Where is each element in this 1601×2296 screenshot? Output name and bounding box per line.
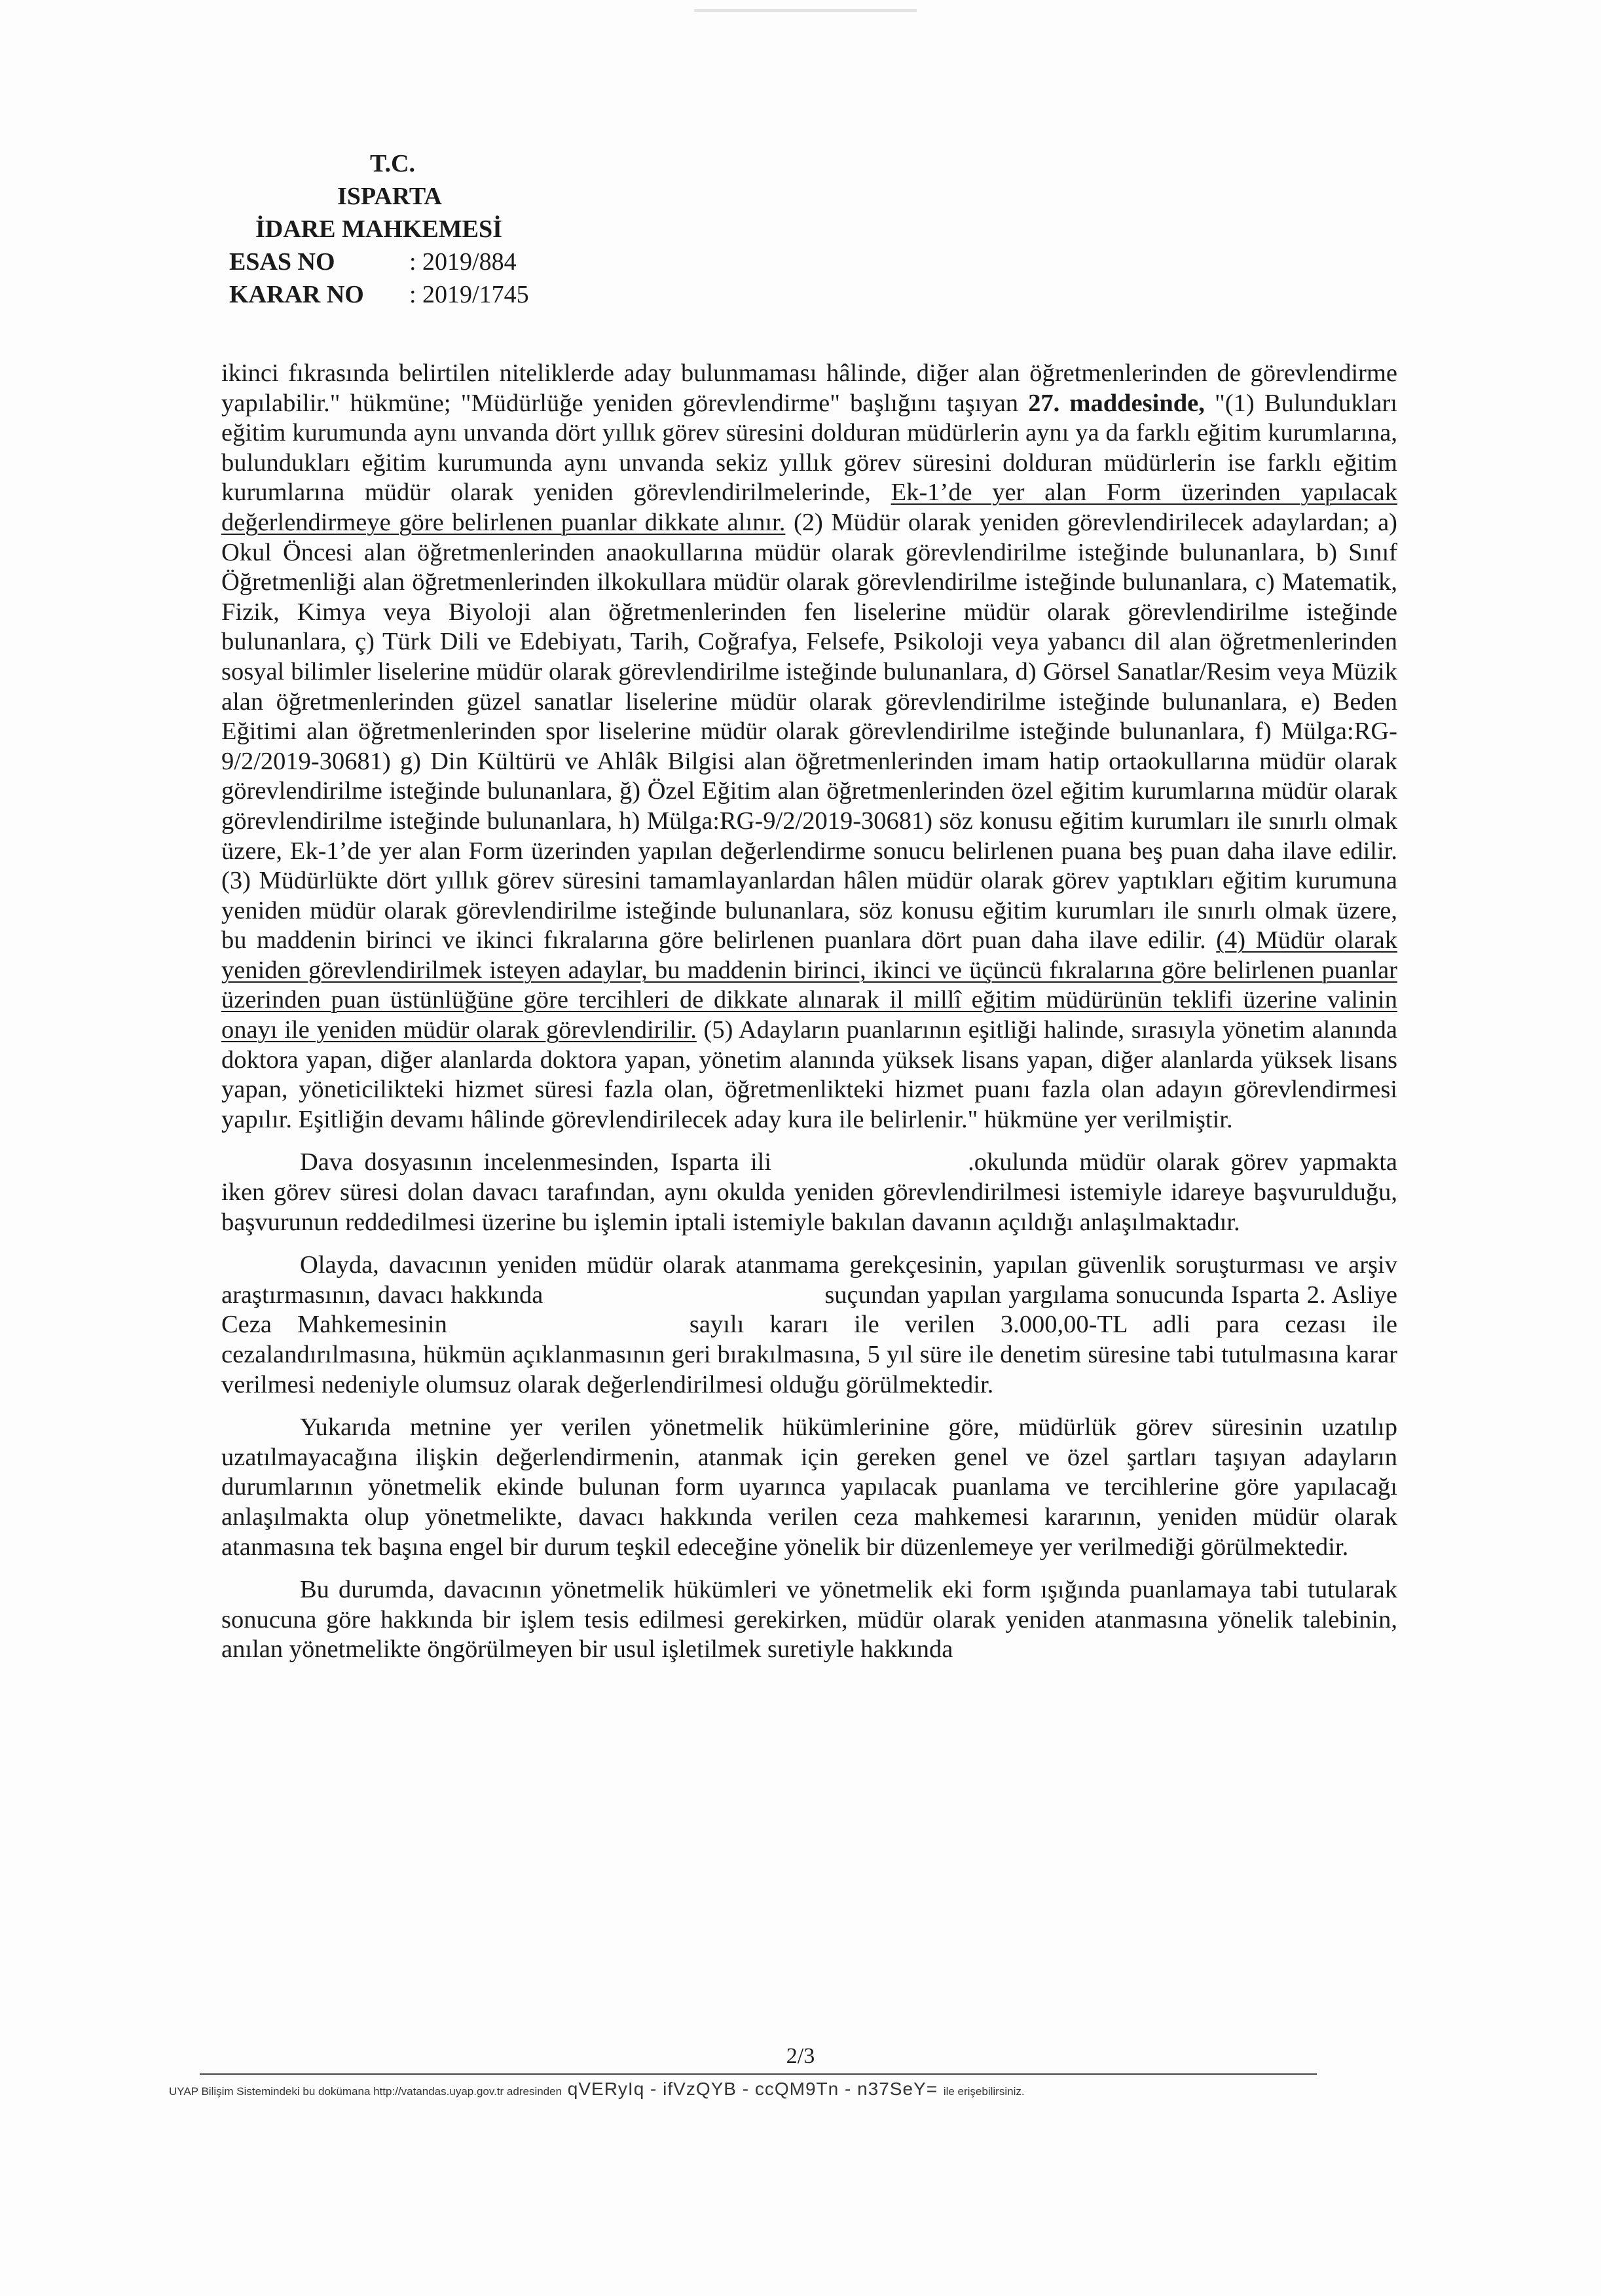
uyap-footer xyxy=(169,2079,1341,2100)
footer-divider xyxy=(200,2073,1317,2075)
text-segment: (2) Müdür olarak yeniden görevlendirilecek adaylardan; a) Okul Öncesi alan öğretmenlerinden anaokullarına müdür olarak görevlendirilme isteğinde bulunanlara, b) Sınıf Öğretmenliği alan öğretmenlerinden ilkokullara müdür olarak görevlendirilme isteğinde bulunanlara, c) Matematik, Fizik, Kimya veya Biyoloji alan öğretmenlerinden fen liselerine müdür olarak görevlendirilme isteğinde bulunanlara, ç) Türk Dili ve Edebiyatı, Tarih, Coğrafya, Felsefe, Psikoloji veya yabancı dil alan öğretmenlerinden sosyal bilimler liselerine müdür olarak görevlendirilme isteğinde bulunanlara, d) Görsel Sanatlar/Resim veya Müzik alan öğretmenlerinden güzel sanatlar liselerine müdür olarak görevlendirilme isteğinde bulunanlara, e) Beden Eğitimi alan öğretmenlerinden spor liselerine müdür olarak görevlendirilme isteğinde bulunanlara, f) Mülga:RG-9/2/2019-30681) g) Din Kültürü ve Ahlâk Bilgisi alan öğretmenlerinden imam hatip ortaokullarına müdür olarak görevlendirilme isteğinde bulunanlara, ğ) Özel Eğitim alan öğretmenlerinden özel eğitim kurumlarına müdür olarak görevlendirilme isteğinde bulunanlara, h) Mülga:RG-9/2/2019-30681) söz konusu eğitim kurumları ile sınırlı olmak üzere, Ek-1’de yer alan Form üzerinden yapılan değerlendirme sonucu belirlenen puana beş puan daha ilave edilir. (3) Müdürlükte dört yıllık görev süresini tamamlayanlardan hâlen müdür olarak görev yaptıkları eğitim kurumuna yeniden müdür olarak görevlendirilme isteğinde bulunanlara, söz konusu eğitim kurumları ile sınırlı olmak üzere, bu maddenin birinci ve ikinci fıkralarına göre belirlenen puanlara dört puan daha ilave edilir. xyxy=(221,508,1397,955)
underlined-text: (4) Müdür olarak yeniden görevlendirilmek isteyen adaylar, bu maddenin birinci, ikinci ve üçüncü fıkralarına göre belirlenen puanlar üzerinden puan üstünlüğüne göre tercihleri de dikkate alınarak il millî eğitim müdürünün teklifi üzerine valinin onayı ile yeniden müdür olarak görevlendirilir. xyxy=(221,926,1397,1044)
paragraph-incident xyxy=(221,1250,1397,1400)
esas-no-label: ESAS NO xyxy=(229,248,335,276)
scan-artifact xyxy=(694,9,917,12)
article-reference: 27. maddesinde, xyxy=(1028,389,1205,417)
esas-no-value: : 2019/884 xyxy=(409,248,517,276)
text-segment: Dava dosyasının incelenmesinden, Isparta ili xyxy=(300,1148,772,1176)
header-city: ISPARTA xyxy=(337,183,442,210)
document-header xyxy=(229,147,688,311)
esas-no-row xyxy=(229,246,688,278)
verification-code: qVERyIq - ifVzQYB - ccQM9Tn - n37SeY= xyxy=(567,2079,938,2099)
text-segment: sayılı kararı ile verilen 3.000,00-TL adli para cezası ile cezalandırılmasına, hükmün açıklanmasının geri bırakılmasına, 5 yıl süre ile denetim süresine tabi tutulmasına karar verilmesi nedeniyle olumsuz olarak değerlendirilmesi olduğu görülmektedir. xyxy=(221,1311,1398,1398)
header-court: İDARE MAHKEMESİ xyxy=(255,215,502,243)
karar-no-label: KARAR NO xyxy=(229,281,364,308)
text-segment: .okulunda müdür olarak görev yapmakta iken görev süresi dolan davacı tarafından, aynı okulda yeniden görevlendirilmesi istemiyle idareye başvurulduğu, başvurunun reddedilmesi üzerine bu işlemin iptali istemiyle bakılan davanın açıldığı anlaşılmaktadır. xyxy=(221,1148,1397,1236)
karar-no-row xyxy=(229,278,688,311)
page-number: 2/3 xyxy=(786,2044,815,2068)
paragraph-evaluation: Yukarıda metnine yer verilen yönetmelik hükümlerinine göre, müdürlük görev süresinin uzatılıp uzatılmayacağına ilişkin değerlendirmenin, atanmak için gereken genel ve özel şartları taşıyan adayların durumlarının yönetmelik ekinde bulunan form uyarınca yapılacak puanlama ve tercihlerine göre yapılacağı anlaşılmakta olup yönetmelikte, davacı hakkında verilen ceza mahkemesi kararının, yeniden müdür olarak atanmasına tek başına engel bir durum teşkil edeceğine yönelik bir düzenlemeye yer verilmediği görülmektedir. xyxy=(221,1413,1397,1561)
footer-suffix: ile erişebilirsiniz. xyxy=(943,2085,1025,2098)
text-segment: (5) Adayların puanlarının eşitliği halinde, sırasıyla yönetim alanında doktora yapan, diğer alanlarda doktora yapan, yönetim alanında yüksek lisans yapan, diğer alanlarda yüksek lisans yapan, yöneticilikteki hizmet süresi fazla olan, öğretmenlikteki hizmet puanı fazla olan adayın görevlendirmesi yapılır. Eşitliğin devamı hâlinde görevlendirilecek aday kura ile belirlenir." hükmüne yer verilmiştir. xyxy=(221,1016,1397,1133)
text-segment: ikinci fıkrasında belirtilen niteliklerde aday bulunmaması hâlinde, diğer alan öğretmenlerinden de görevlendirme yapılabilir." hükmüne; "Müdürlüğe yeniden görevlendirme" başlığını taşıyan xyxy=(221,359,1397,417)
paragraph-conclusion: Bu durumda, davacının yönetmelik hükümleri ve yönetmelik eki form ışığında puanlamaya tabi tutularak sonucuna göre hakkında bir işlem tesis edilmesi gerekirken, müdür olarak yeniden atanmasına yönelik talebinin, anılan yönetmelikte öngörülmeyen bir usul işletilmek suretiyle hakkında xyxy=(221,1576,1397,1664)
document-body xyxy=(221,359,1397,1665)
paragraph-case-file xyxy=(221,1148,1397,1237)
karar-no-value: : 2019/1745 xyxy=(409,281,529,308)
text-segment: Olayda, davacının yeniden müdür olarak atanmama gerekçesinin, yapılan güvenlik soruşturması ve arşiv araştırmasının, davacı hakkında xyxy=(221,1251,1397,1309)
text-segment: suçundan yapılan yargılama sonucunda Isparta 2. Asliye Ceza Mahkemesinin xyxy=(221,1281,1397,1339)
underlined-text: Ek-1’de yer alan Form üzerinden yapılacak değerlendirmeye göre belirlenen puanlar dikkate alınır. xyxy=(221,479,1397,536)
text-segment: "(1) Bulundukları eğitim kurumunda aynı unvanda dört yıllık görev süresini dolduran müdürlerin aynı ya da farklı eğitim kurumlarına, bulundukları eğitim kurumunda aynı unvanda sekiz yıllık görev süresini dolduran müdürlerin ise farklı eğitim kurumlarına müdür olarak yeniden görevlendirilmelerinde, xyxy=(221,389,1397,507)
footer-prefix: UYAP Bilişim Sistemindeki bu dokümana http://vatandas.uyap.gov.tr adresinden xyxy=(169,2085,562,2098)
paragraph-regulation-text xyxy=(221,359,1397,1135)
header-tc: T.C. xyxy=(370,150,415,177)
